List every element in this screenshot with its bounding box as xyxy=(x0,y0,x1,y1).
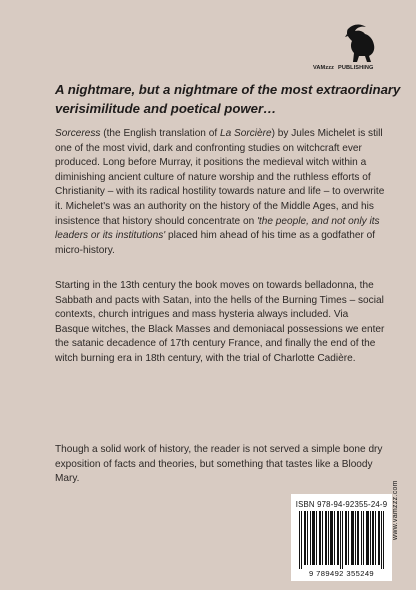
website-url[interactable]: www.vamzzz.com xyxy=(392,480,399,540)
lead-quote: A nightmare, but a nightmare of the most extraordinary verisimilitude and poetical power… xyxy=(55,82,401,116)
publisher-name-left: VAMzzz xyxy=(313,65,335,71)
publisher-logo xyxy=(313,23,398,75)
barcode-icon xyxy=(297,511,386,569)
goat-icon xyxy=(345,23,377,63)
publisher-name xyxy=(313,65,403,71)
michelet-quote: 'the people, and not only its leaders or its institutions' xyxy=(55,215,380,242)
paragraph-intro xyxy=(55,127,385,258)
intro-text-a: (the English translation of xyxy=(100,128,220,139)
title-english: Sorceress xyxy=(55,128,101,139)
publisher-name-right: PUBLISHING xyxy=(338,65,374,71)
isbn-label: ISBN 978-94-92355-24-9 xyxy=(295,500,388,509)
intro-text-c: placed him ahead of his time as a godfather of micro-history. xyxy=(55,230,376,256)
paragraph-closing: Though a solid work of history, the reader is not served a simple bone dry exposition of facts and theories, but something that tastes like a Bloody Mary. xyxy=(55,444,383,485)
barcode-block xyxy=(291,494,392,581)
paragraph-content: Starting in the 13th century the book moves on towards belladonna, the Sabbath and pacts with Satan, into the hells of the Burning Times – social contexts, church intrigues and mass hysteria always included. Via Basque witches, the Black Masses and demoniacal possessions we enter the satanic decadence of 17th century France, and finally the end of the witch burning era in 18th century, with the trial of Charlotte Cadière. xyxy=(55,280,385,364)
intro-text-b: ) by Jules Michelet is still one of the most vivid, dark and confronting studies on witchcraft ever produced. Long before Murray, it positions the medieval witch within a diminishing ancient culture of nature worship and the ruthless efforts of Christianity – with its radical hostility towards nature and life – to overwrite it. Michelet's was an authority on the history of the Middle Ages, and his insistence that history should concentrate on xyxy=(55,128,385,227)
title-french: La Sorcière xyxy=(219,128,272,139)
barcode-digits: 9 789492 355249 xyxy=(308,569,375,578)
